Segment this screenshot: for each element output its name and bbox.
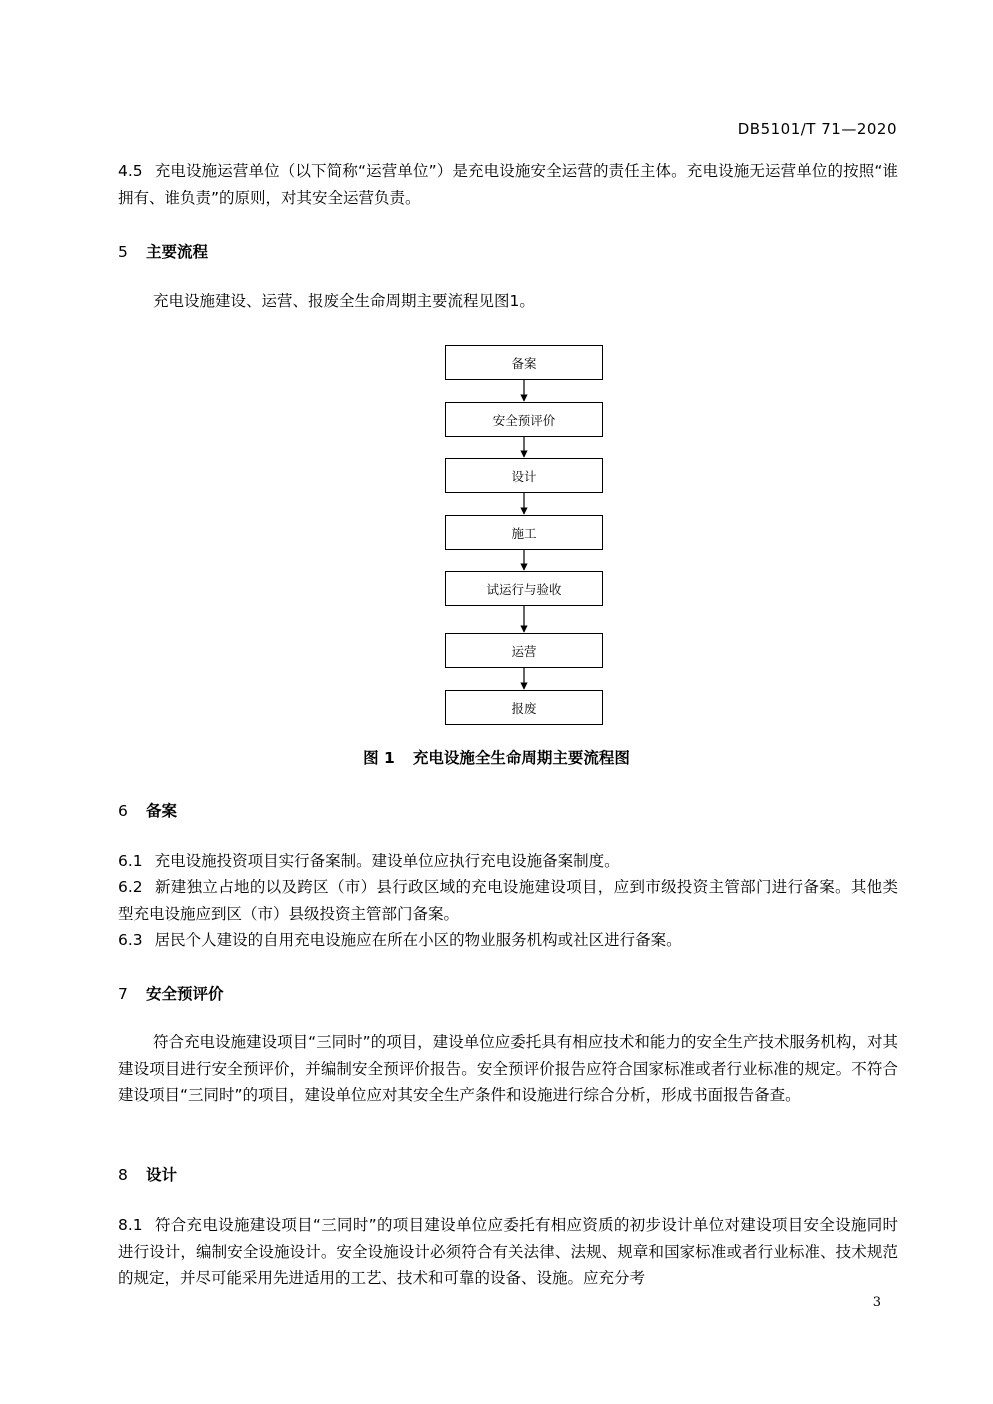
flow-step-scrapping: 报废	[445, 690, 603, 725]
section-7-body: 符合充电设施建设项目“三同时”的项目，建设单位应委托具有相应技术和能力的安全生产技术服务机构，对其建设项目进行安全预评价，并编制安全预评价报告。安全预评价报告应符合国家标准或者行业标准的规定。不符合建设项目“三同时”的项目，建设单位应对其安全生产条件和设施进行综合分析，形成书面报告备查。	[118, 1033, 898, 1104]
flow-step-design: 设计	[445, 458, 603, 493]
flow-step-trial-run-acceptance: 试运行与验收	[445, 571, 603, 606]
flow-step-safety-pre-evaluation: 安全预评价	[445, 402, 603, 437]
section-6-heading	[118, 799, 177, 821]
clause-text: 符合充电设施建设项目“三同时”的项目建设单位应委托有相应资质的初步设计单位对建设项目安全设施同时进行设计，编制安全设施设计。安全设施设计必须符合有关法律、法规、规章和国家标准或者行业标准、技术规范的规定，并尽可能采用先进适用的工艺、技术和可靠的设备、设施。应充分考	[118, 1216, 898, 1287]
page-number: 3	[872, 1295, 881, 1310]
section-7-heading	[118, 982, 224, 1004]
figure-title: 充电设施全生命周期主要流程图	[412, 749, 630, 767]
section-number: 7	[118, 985, 128, 1003]
section-title: 设计	[146, 1166, 178, 1184]
figure-number: 图 1	[363, 749, 395, 767]
section-title: 安全预评价	[146, 985, 224, 1003]
section-5-intro: 充电设施建设、运营、报废全生命周期主要流程见图1。	[153, 292, 535, 310]
clause-number: 4.5	[118, 162, 143, 180]
clause-number: 6.2	[118, 878, 143, 896]
section-title: 主要流程	[146, 243, 209, 261]
document-code: DB5101/T 71—2020	[737, 120, 897, 138]
section-8-heading	[118, 1163, 177, 1185]
figure-caption	[0, 746, 993, 768]
clause-number: 6.1	[118, 852, 143, 870]
flow-step-filing: 备案	[445, 345, 603, 380]
clause-text: 充电设施运营单位（以下简称“运营单位”）是充电设施安全运营的责任主体。充电设施无运营单位的按照“谁拥有、谁负责”的原则，对其安全运营负责。	[118, 162, 898, 207]
section-number: 8	[118, 1166, 128, 1184]
flow-step-construction: 施工	[445, 515, 603, 550]
section-number: 5	[118, 243, 128, 261]
clause-6-3	[118, 927, 898, 954]
section-title: 备案	[146, 802, 178, 820]
clause-text: 充电设施投资项目实行备案制。建设单位应执行充电设施备案制度。	[154, 852, 620, 870]
clause-text: 新建独立占地的以及跨区（市）县行政区域的充电设施建设项目，应到市级投资主管部门进行备案。其他类型充电设施应到区（市）县级投资主管部门备案。	[118, 878, 898, 923]
flow-step-operation: 运营	[445, 633, 603, 668]
clause-6-1	[118, 848, 898, 875]
clause-number: 8.1	[118, 1216, 143, 1234]
clause-text: 居民个人建设的自用充电设施应在所在小区的物业服务机构或社区进行备案。	[154, 931, 682, 949]
clause-6-2	[118, 874, 898, 927]
clause-number: 6.3	[118, 931, 143, 949]
section-number: 6	[118, 802, 128, 820]
clause-8-1	[118, 1212, 898, 1292]
